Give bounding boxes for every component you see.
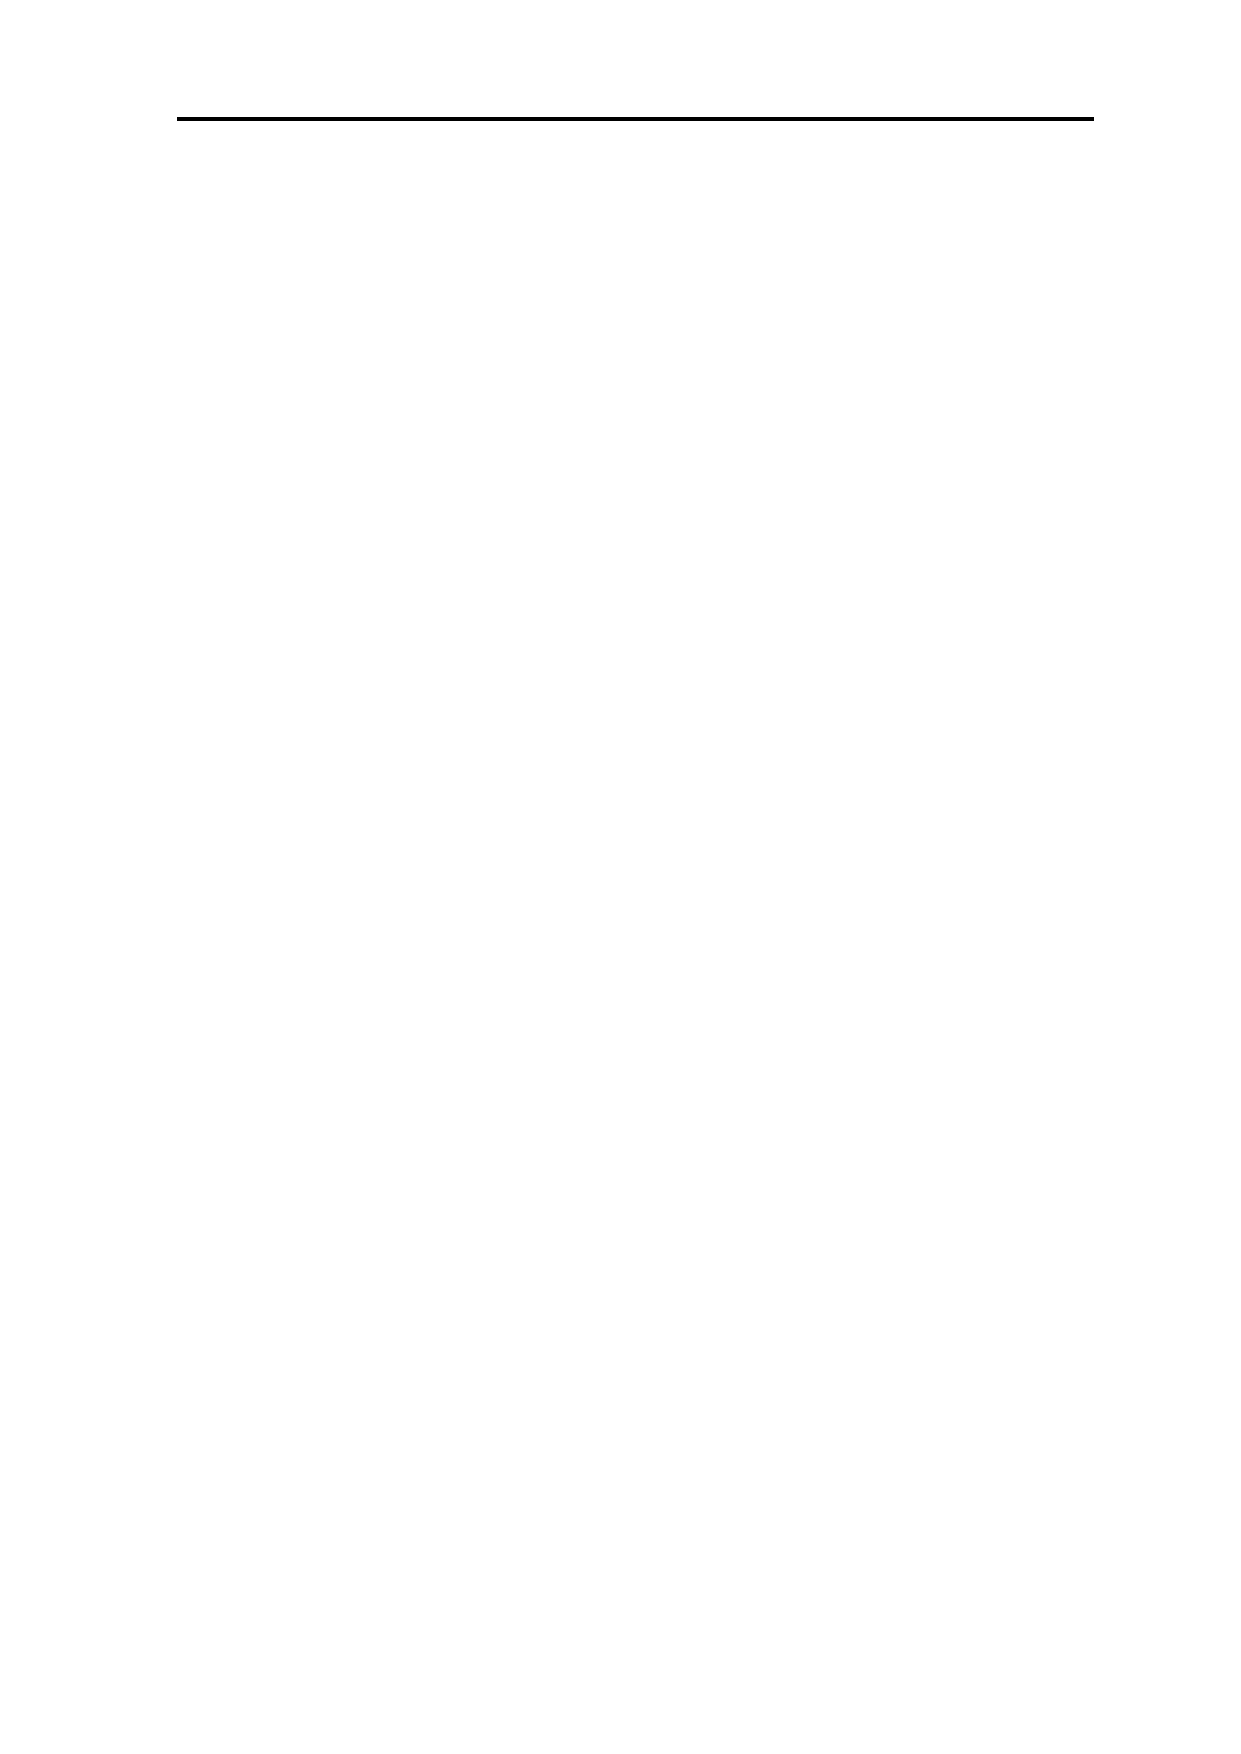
header-rule — [177, 117, 1094, 121]
